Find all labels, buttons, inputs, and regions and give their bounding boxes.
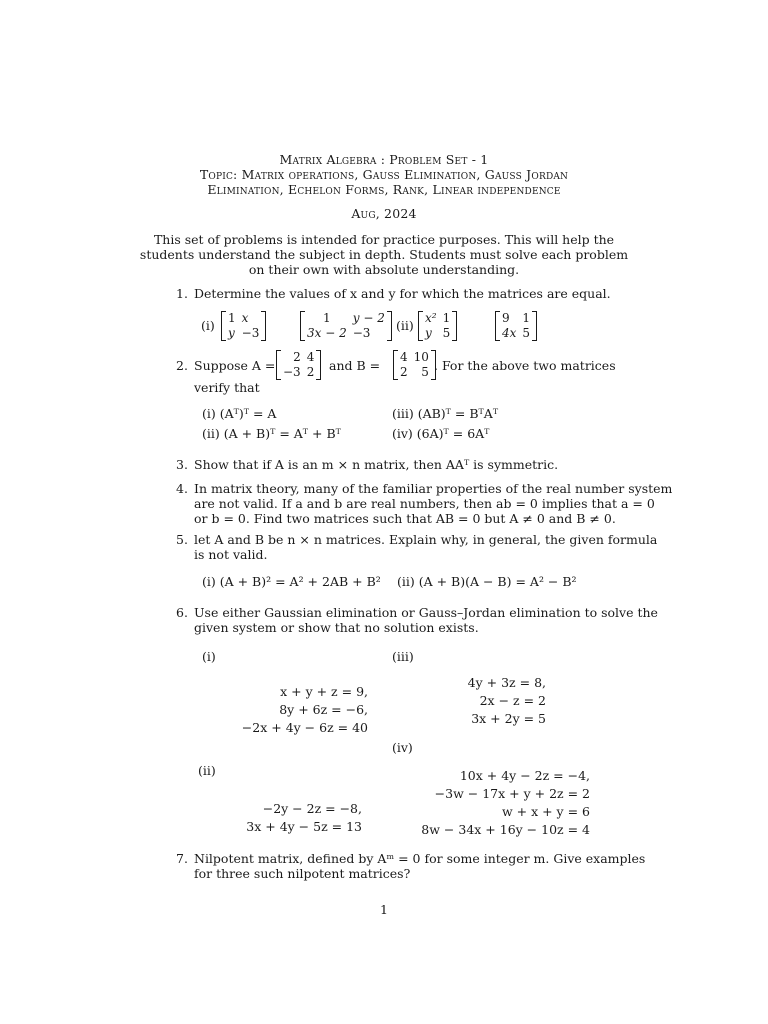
q1-label-ii: (ii) (396, 318, 414, 333)
q4-number: 4. (176, 481, 188, 496)
q6-line-2: given system or show that no solution exists. (194, 620, 479, 635)
q2-matrix-b: 4 10 2 5 (393, 350, 436, 380)
intro-line-3: on their own with absolute understanding. (248, 262, 520, 277)
topic-line-1: Topic: Matrix operations, Gauss Elimination, Gauss Jordan (199, 167, 569, 182)
q6-label-iv: (iv) (392, 740, 413, 755)
equation: 8y + 6z = −6, (279, 702, 368, 717)
q1-text: Determine the values of x and y for which the matrices are equal. (194, 286, 611, 301)
q1-matrix-1: 1 x y −3 (221, 311, 266, 341)
equation: 10x + 4y − 2z = −4, (459, 768, 590, 783)
intro-line-1: This set of problems is intended for practice purposes. This will help the (153, 232, 615, 247)
q2-line-2: verify that (194, 380, 260, 395)
q6-label-ii: (ii) (198, 763, 216, 778)
topic-line-2: Elimination, Echelon Forms, Rank, Linear independence (207, 182, 561, 197)
document-date: Aug, 2024 (351, 206, 417, 221)
equation: −2y − 2z = −8, (262, 801, 362, 816)
equation: −2x + 4y − 6z = 40 (241, 720, 368, 735)
q6-label-i: (i) (202, 649, 216, 664)
q2-number: 2. (176, 358, 188, 373)
q4-line-2: are not valid. If a and b are real numbers, then ab = 0 implies that a = 0 (194, 496, 655, 511)
q5-item-i: (i) (A + B)² = A² + 2AB + B² (202, 574, 381, 589)
q6-line-1: Use either Gaussian elimination or Gauss–Jordan elimination to solve the (194, 605, 658, 620)
equation: x + y + z = 9, (280, 684, 368, 699)
q1-number: 1. (176, 286, 188, 301)
equation: 3x + 2y = 5 (471, 711, 546, 726)
q2-item-ii: (ii) (A + B)ᵀ = Aᵀ + Bᵀ (202, 426, 341, 441)
q2-matrix-a: 2 4 −3 2 (276, 350, 321, 380)
q7-line-1: Nilpotent matrix, defined by Aᵐ = 0 for some integer m. Give examples (194, 851, 646, 866)
q6-system-iv (400, 767, 590, 839)
q4-line-3: or b = 0. Find two matrices such that AB = 0 but A ≠ 0 and B ≠ 0. (194, 511, 616, 526)
q1-label-i: (i) (201, 318, 215, 333)
q1-matrix-3: x² 1 y 5 (418, 311, 457, 341)
q5-line-1: let A and B be n × n matrices. Explain why, in general, the given formula (194, 532, 658, 547)
equation: 8w − 34x + 16y − 10z = 4 (421, 822, 590, 837)
q3-number: 3. (176, 457, 188, 472)
q1-matrix-2: 1 y − 2 3x − 2 −3 (300, 311, 392, 341)
page-number: 1 (380, 902, 388, 917)
q6-number: 6. (176, 605, 188, 620)
q5-number: 5. (176, 532, 188, 547)
q6-system-iii (450, 674, 546, 728)
q2-item-iii: (iii) (AB)ᵀ = BᵀAᵀ (392, 406, 499, 421)
q1-matrix-4: 9 1 4x 5 (495, 311, 537, 341)
equation: 2x − z = 2 (479, 693, 546, 708)
document-title: Matrix Algebra : Problem Set - 1 (279, 152, 489, 167)
equation: −3w − 17x + y + 2z = 2 (434, 786, 590, 801)
equation: w + x + y = 6 (501, 804, 590, 819)
q3-text: Show that if A is an m × n matrix, then AAᵀ is symmetric. (194, 457, 559, 472)
intro-line-2: students understand the subject in depth. Students must solve each problem (139, 247, 629, 262)
q7-number: 7. (176, 851, 188, 866)
q2-and-b: and B = (329, 358, 381, 373)
q2-pre-a: Suppose A = (194, 358, 276, 373)
q5-item-ii: (ii) (A + B)(A − B) = A² − B² (397, 574, 577, 589)
equation: 3x + 4y − 5z = 13 (246, 819, 362, 834)
q6-label-iii: (iii) (392, 649, 414, 664)
equation: 4y + 3z = 8, (467, 675, 546, 690)
q7-line-2: for three such nilpotent matrices? (194, 866, 411, 881)
q6-system-i (230, 683, 368, 737)
q4-line-1: In matrix theory, many of the familiar properties of the real number system (194, 481, 673, 496)
q6-system-ii (240, 800, 362, 836)
q2-item-i: (i) (Aᵀ)ᵀ = A (202, 406, 277, 421)
q2-item-iv: (iv) (6A)ᵀ = 6Aᵀ (392, 426, 490, 441)
q5-line-2: is not valid. (194, 547, 268, 562)
q2-post-text: . For the above two matrices (434, 358, 616, 373)
